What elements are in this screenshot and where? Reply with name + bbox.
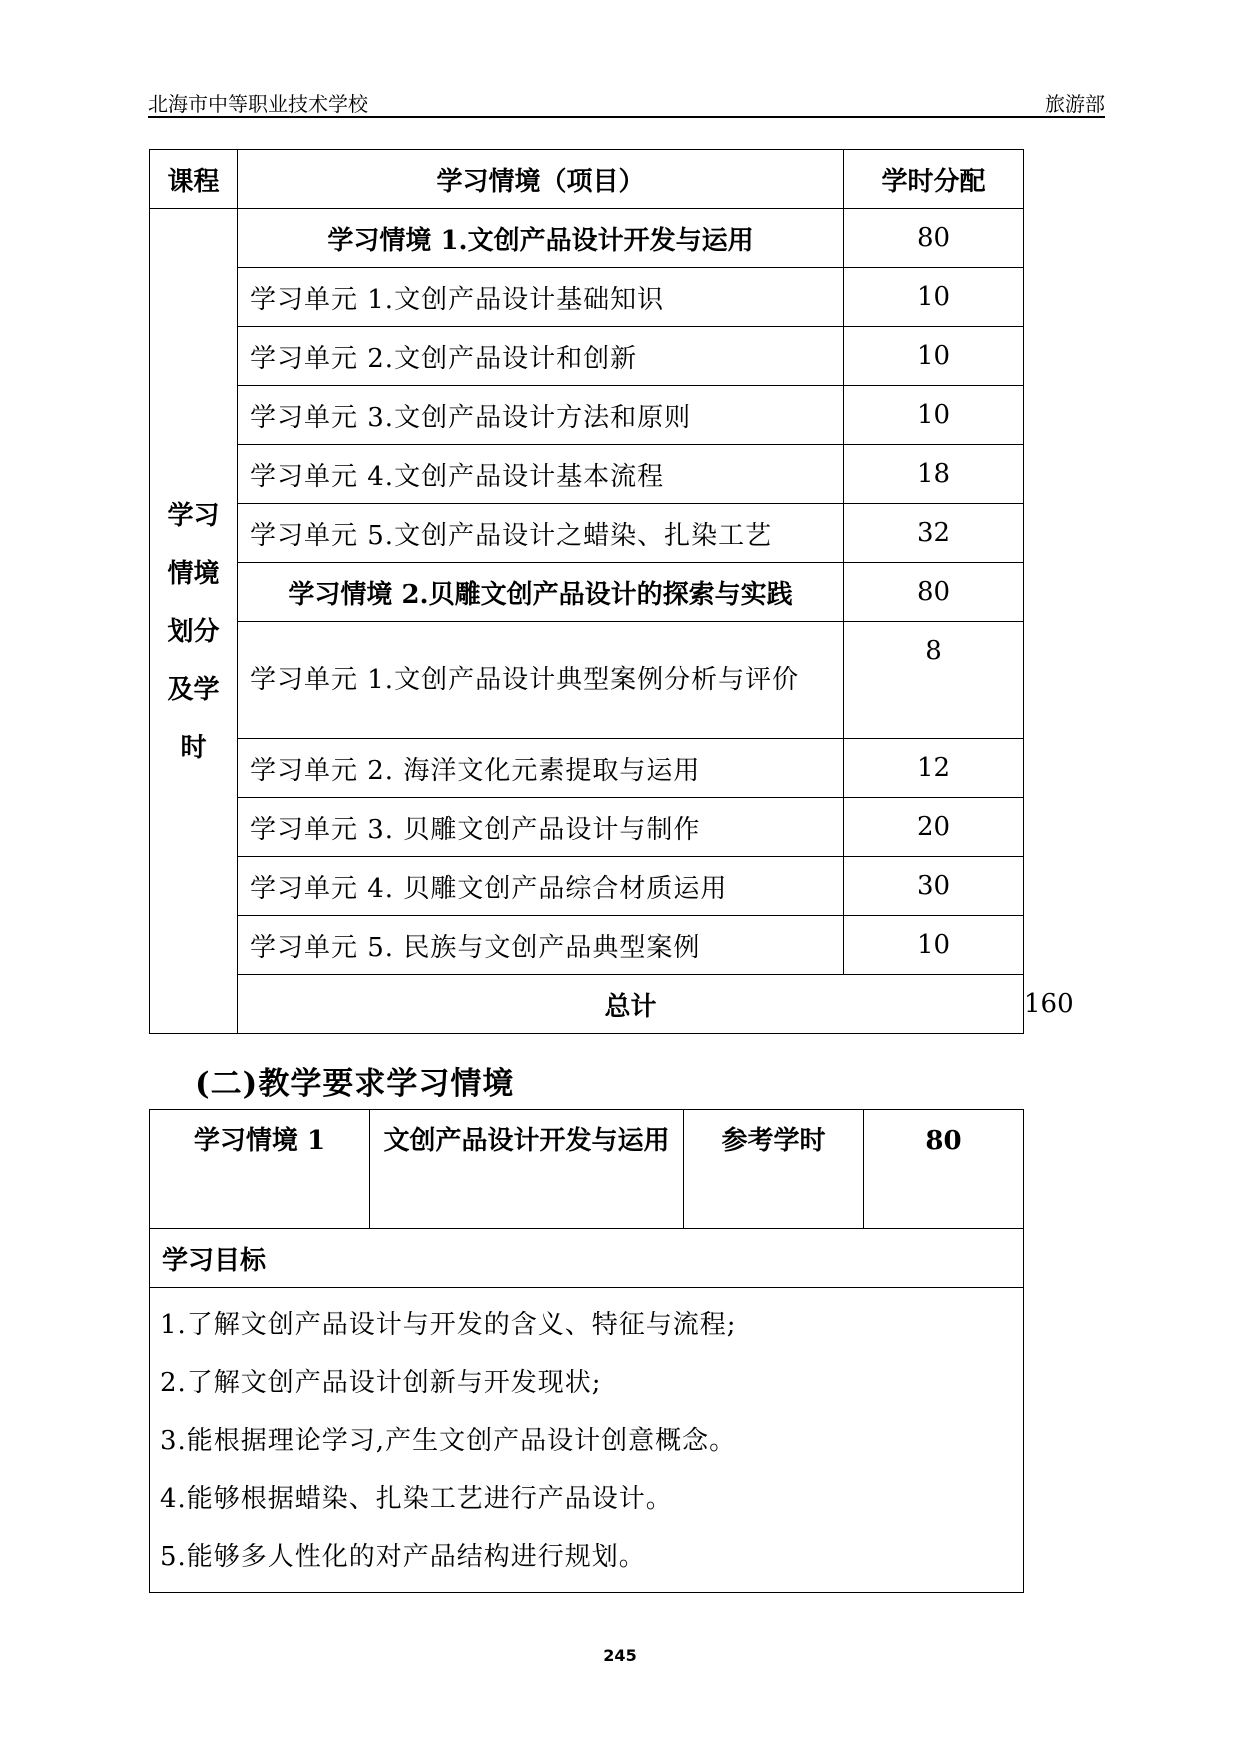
table-header-row <box>150 150 1024 209</box>
header-situation: 学习情境（项目） <box>238 150 844 209</box>
table-row <box>150 327 1024 386</box>
situation-name-cell: 文创产品设计开发与运用 <box>370 1110 684 1229</box>
hours-value: 12 <box>844 739 1024 798</box>
table-row <box>150 268 1024 327</box>
row-header-line: 时 <box>180 733 207 763</box>
row-header-cell <box>150 209 238 1034</box>
section-title: (二)教学要求学习情境 <box>195 1066 515 1102</box>
table-row <box>150 857 1024 916</box>
objectives-row <box>150 1288 1024 1593</box>
unit-label: 学习单元 5. 民族与文创产品典型案例 <box>238 916 844 975</box>
unit-label: 学习单元 4. 贝雕文创产品综合材质运用 <box>238 857 844 916</box>
hours-value: 32 <box>844 504 1024 563</box>
school-name: 北海市中等职业技术学校 <box>148 92 368 116</box>
unit-label: 学习单元 3. 贝雕文创产品设计与制作 <box>238 798 844 857</box>
ref-hours-value-cell: 80 <box>864 1110 1024 1229</box>
hours-value: 18 <box>844 445 1024 504</box>
hours-value: 10 <box>844 268 1024 327</box>
objective-item: 3.能根据理论学习,产生文创产品设计创意概念。 <box>160 1426 737 1456</box>
table-row <box>150 622 1024 739</box>
table-row <box>150 209 1024 268</box>
objective-item: 2.了解文创产品设计创新与开发现状; <box>160 1368 602 1398</box>
hours-value: 30 <box>844 857 1024 916</box>
unit-label: 学习单元 1.文创产品设计典型案例分析与评价 <box>238 622 844 739</box>
hours-value: 10 <box>844 327 1024 386</box>
objective-item: 4.能够根据蜡染、扎染工艺进行产品设计。 <box>160 1484 673 1514</box>
objectives-list <box>150 1288 1024 1593</box>
unit-label: 学习单元 4.文创产品设计基本流程 <box>238 445 844 504</box>
situation-label: 学习情境 2.贝雕文创产品设计的探索与实践 <box>238 563 844 622</box>
table-row <box>150 504 1024 563</box>
row-header-line: 及学 <box>167 675 220 705</box>
objectives-title: 学习目标 <box>150 1229 1024 1288</box>
hours-value: 10 <box>844 386 1024 445</box>
hours-value: 8 <box>844 622 1024 739</box>
table-row <box>150 739 1024 798</box>
hours-value: 80 <box>844 563 1024 622</box>
page-number: 245 <box>603 1646 637 1665</box>
situation-label-cell: 学习情境 1 <box>150 1110 370 1229</box>
hours-value: 20 <box>844 798 1024 857</box>
row-header-line: 划分 <box>167 617 220 647</box>
situation-label: 学习情境 1.文创产品设计开发与运用 <box>238 209 844 268</box>
table-row <box>150 386 1024 445</box>
page-header <box>148 86 1105 118</box>
objectives-title-row <box>150 1229 1024 1288</box>
objective-item: 5.能够多人性化的对产品结构进行规划。 <box>160 1542 646 1572</box>
row-header-line: 学习 <box>167 501 220 531</box>
header-hours: 学时分配 <box>844 150 1024 209</box>
table-row <box>150 563 1024 622</box>
hours-value: 10 <box>844 916 1024 975</box>
hours-value: 80 <box>844 209 1024 268</box>
unit-label: 学习单元 2. 海洋文化元素提取与运用 <box>238 739 844 798</box>
requirement-table <box>149 1109 1024 1593</box>
department-name: 旅游部 <box>1045 92 1105 116</box>
table-row <box>150 916 1024 975</box>
row-header-line: 情境 <box>167 559 220 589</box>
table-row <box>150 798 1024 857</box>
unit-label: 学习单元 2.文创产品设计和创新 <box>238 327 844 386</box>
unit-label: 学习单元 5.文创产品设计之蜡染、扎染工艺 <box>238 504 844 563</box>
unit-label: 学习单元 3.文创产品设计方法和原则 <box>238 386 844 445</box>
table-row <box>150 445 1024 504</box>
ref-hours-label-cell: 参考学时 <box>684 1110 864 1229</box>
header-course: 课程 <box>150 150 238 209</box>
objective-item: 1.了解文创产品设计与开发的含义、特征与流程; <box>160 1310 737 1340</box>
table-total-row: 总计 160 <box>150 975 1024 1034</box>
schedule-table <box>149 149 1074 1034</box>
requirement-header-row <box>150 1110 1024 1229</box>
unit-label: 学习单元 1.文创产品设计基础知识 <box>238 268 844 327</box>
total-label: 总计 <box>238 975 1024 1034</box>
